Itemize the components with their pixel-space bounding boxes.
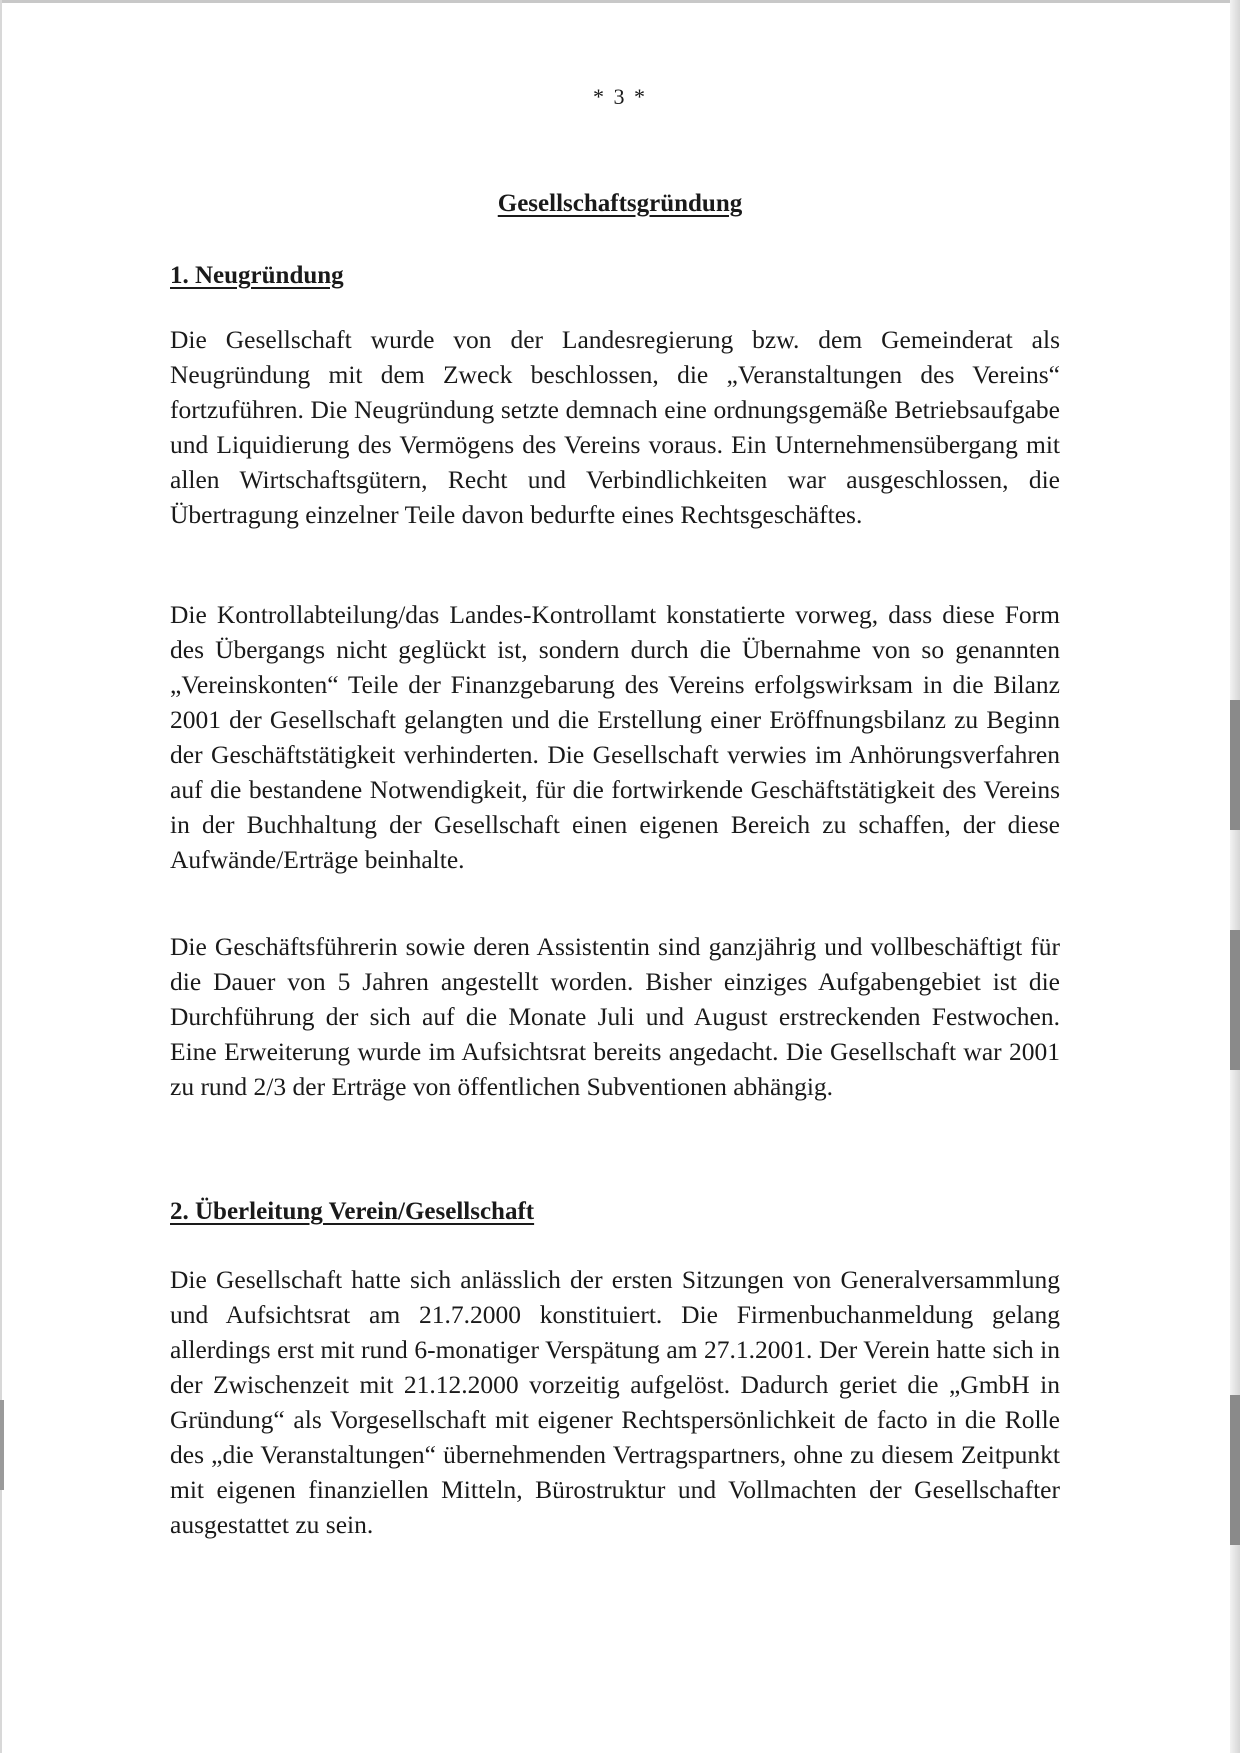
scan-mark <box>1230 700 1240 830</box>
scan-mark <box>0 1400 4 1490</box>
scan-border-top <box>0 0 1240 3</box>
scan-mark <box>1230 930 1240 1070</box>
paragraph: Die Gesellschaft hatte sich anlässlich der ersten Sitzungen von Generalversammlung und Aufsichtsrat am 21.7.2000 konstituiert. Die Firmenbuchanmeldung gelang allerdings erst mit rund 6-monatiger Verspätung am 27.1.2001. Der Verein hatte sich in der Zwischenzeit mit 21.12.2000 vorzeitig aufgelöst. Dadurch geriet die „GmbH in Gründung“ als Vorgesellschaft mit eigener Rechtspersönlichkeit de facto in die Rolle des „die Veranstaltungen“ übernehmenden Vertragspartners, ohne zu diesem Zeitpunkt mit eigenen finanziellen Mitteln, Bürostruktur und Vollmachten der Gesellschafter ausgestattet zu sein. <box>170 1265 1060 1539</box>
scan-border-left <box>0 0 2 1753</box>
section-heading-ueberleitung: 2. Überleitung Verein/Gesellschaft <box>170 1198 535 1225</box>
paragraph: Die Kontrollabteilung/das Landes-Kontrollamt konstatierte vorweg, dass diese Form des Übergangs nicht geglückt ist, sondern durch die Übernahme von so genannten „Vereinskonten“ Teile der Finanzgebarung des Vereins erfolgswirksam in die Bilanz 2001 der Gesellschaft gelangten und die Erstellung einer Eröffnungsbilanz zu Beginn der Geschäftstätigkeit verhinderten. Die Gesellschaft verwies im Anhörungsverfahren auf die bestandene Notwendigkeit, für die fortwirkende Geschäftstätigkeit des Vereins in der Buchhaltung der Gesellschaft einen eigenen Bereich zu schaffen, der diese Aufwände/Erträge beinhalte. <box>170 600 1060 874</box>
document-title-text: Gesellschaftsgründung <box>497 190 743 217</box>
paragraph: Die Geschäftsführerin sowie deren Assistentin sind ganzjährig und vollbeschäftigt für die Dauer von 5 Jahren angestellt worden. Bisher einziges Aufgabengebiet ist die Durchführung der sich auf die Monate Juli und August erstreckenden Festwochen. Eine Erweiterung wurde im Aufsichtsrat bereits angedacht. Die Gesellschaft war 2001 zu rund 2/3 der Erträge von öffentlichen Subventionen abhängig. <box>170 932 1060 1101</box>
paragraph: Die Gesellschaft wurde von der Landesregierung bzw. dem Gemeinderat als Neugründung mit dem Zweck beschlossen, die „Veranstaltungen des Vereins“ fortzuführen. Die Neugründung setzte demnach eine ordnungsgemäße Betriebsaufgabe und Liquidierung des Vermögens des Vereins voraus. Ein Unternehmensübergang mit allen Wirtschaftsgütern, Recht und Verbindlichkeiten war ausgeschlossen, die Übertragung einzelner Teile davon bedurfte eines Rechtsgeschäftes. <box>170 325 1060 529</box>
section-heading-neugruendung: 1. Neugründung <box>170 262 344 289</box>
document-title <box>0 190 1240 218</box>
scan-mark <box>1230 1395 1240 1545</box>
page-number: * 3 * <box>593 84 647 109</box>
